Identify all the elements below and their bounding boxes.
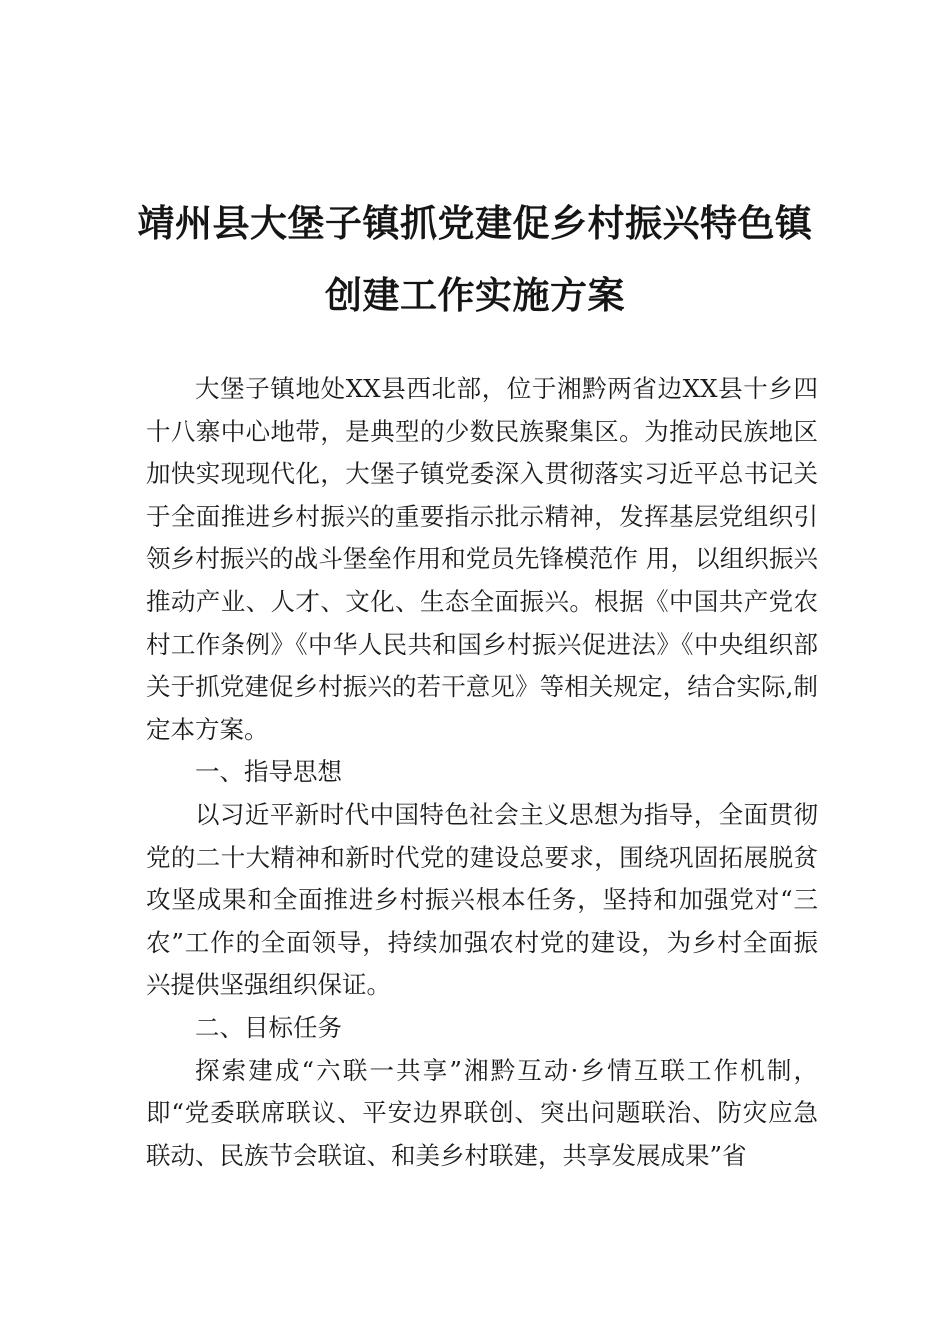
section-heading-goals-tasks: 二、目标任务 bbox=[195, 1012, 342, 1042]
section-heading-guiding-ideology: 一、指导思想 bbox=[195, 757, 342, 787]
guiding-ideology-paragraph: 以习近平新时代中国特色社会主义思想为指导，全面贯彻党的二十大精神和新时代党的建设总要求，围绕巩固拓展脱贫攻坚成果和全面推进乡村振兴根本任务，坚持和加强党对“三农”工作的全面领导，持续加强农村党的建设，为乡村全面振兴提供坚强组织保证。 bbox=[146, 799, 818, 1000]
document-body bbox=[146, 368, 818, 1177]
intro-paragraph: 大堡子镇地处XX县西北部，位于湘黔两省边XX县十乡四十八寨中心地带，是典型的少数民族聚集区。为推动民族地区加快实现现代化，大堡子镇党委深入贯彻落实习近平总书记关于全面推进乡村振兴的重要指示批示精神，发挥基层党组织引领乡村振兴的战斗堡垒作用和党员先锋模范作 用，以组织振兴推动产业、人才、文化、生态全面振兴。根据《中国共产党农村工作条例》《中华人民共和国乡村振兴促进法》《中央组织部关于抓党建促乡村振兴的若干意见》等相关规定，结合实际,制定本方案。 bbox=[146, 374, 818, 744]
document-title-line-2: 创建工作实施方案 bbox=[325, 274, 625, 317]
goals-tasks-paragraph: 探索建成“六联一共享”湘黔互动·乡情互联工作机制， 即“党委联席联议、平安边界联创、突出问题联治、防灾应急联动、民族节会联谊、和美乡村联建，共享发展成果”省 bbox=[146, 1055, 818, 1170]
document-title-line-1: 靖州县大堡子镇抓党建促乡村振兴特色镇 bbox=[137, 202, 813, 245]
